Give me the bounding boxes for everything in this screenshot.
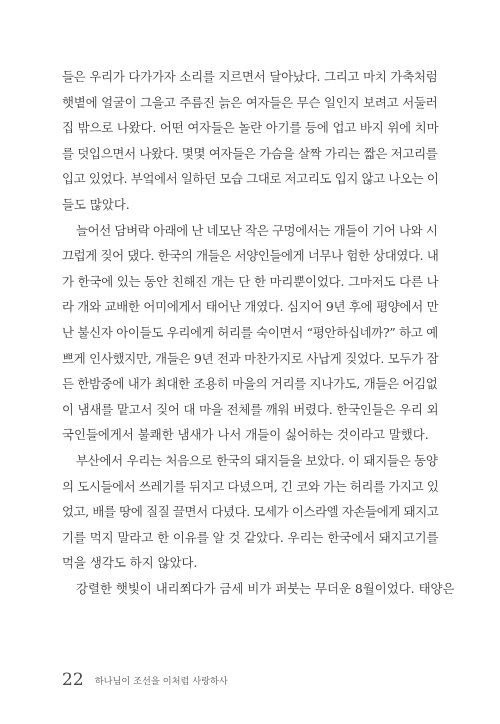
text-line: 끄럽게 짖어 댔다. 한국의 개들은 서양인들에게 너무나 험한 상대였다. 내 [62, 248, 439, 264]
running-title: 하나님이 조선을 이처럼 사랑하사 [94, 676, 228, 687]
text-line: 쁘게 인사했지만, 개들은 9년 전과 마찬가지로 사납게 짖었다. 모두가 잠 [62, 350, 439, 366]
text-line: 먹을 생각도 하지 않았다. [62, 555, 198, 571]
text-line: 었고, 배를 땅에 질질 끌면서 다녔다. 모세가 이스라엘 자손들에게 돼지고 [62, 504, 439, 520]
page-footer [62, 669, 228, 690]
body-text [62, 64, 455, 601]
text-line: 들은 우리가 다가가자 소리를 지르면서 달아났다. 그리고 마치 가축처럼 [62, 69, 438, 84]
text-line: 강렬한 햇빛이 내리쬐다가 금세 비가 퍼붓는 무더운 8월이었다. 태양은 [76, 580, 455, 596]
page-number: 22 [62, 670, 84, 690]
text-line: 부산에서 우리는 처음으로 한국의 돼지들을 보았다. 이 돼지들은 동양 [76, 452, 438, 468]
text-line: 국인들에게서 불쾌한 냄새가 나서 개들이 싫어하는 것이라고 말했다. [62, 427, 429, 443]
text-line: 난 불신자 아이들도 우리에게 허리를 숙이면서 “평안하십네까?” 하고 예 [62, 324, 438, 340]
text-line: 를 덧입으면서 나왔다. 몇몇 여자들은 가슴을 살짝 가리는 짧은 저고리를 [62, 145, 438, 161]
text-line: 이 냄새를 맡고서 짖어 대 마을 전체를 깨워 버렸다. 한국인들은 우리 외 [62, 401, 439, 417]
text-line: 든 한밤중에 내가 최대한 조용히 마을의 거리를 지나가도, 개들은 어김없 [62, 376, 438, 392]
text-line: 늘어선 담벼락 아래에 난 네모난 작은 구멍에서는 개들이 기어 나와 시 [76, 222, 438, 238]
text-line: 집 밖으로 나왔다. 어떤 여자들은 놀란 아기를 등에 업고 바지 위에 치마 [62, 120, 439, 136]
text-line: 라 개와 교배한 어미에게서 태어난 개였다. 심지어 9년 후에 평양에서 만 [62, 299, 439, 315]
text-line: 의 도시들에서 쓰레기를 뒤지고 다녔으며, 긴 코와 가는 허리를 가지고 있 [62, 478, 439, 494]
text-line: 햇볕에 얼굴이 그을고 주름진 늙은 여자들은 무슨 일인지 보려고 서둘러 [62, 94, 438, 110]
text-line: 가 한국에 있는 동안 친해진 개는 단 한 마리뿐이었다. 그마저도 다른 나 [62, 273, 439, 289]
text-line: 기를 먹지 말라고 한 이유를 알 것 같았다. 우리는 한국에서 돼지고기를 [62, 529, 439, 545]
text-line: 들도 많았다. [62, 196, 130, 212]
text-line: 입고 있었다. 부엌에서 일하던 모습 그대로 저고리도 입지 않고 나오는 이 [62, 171, 439, 187]
